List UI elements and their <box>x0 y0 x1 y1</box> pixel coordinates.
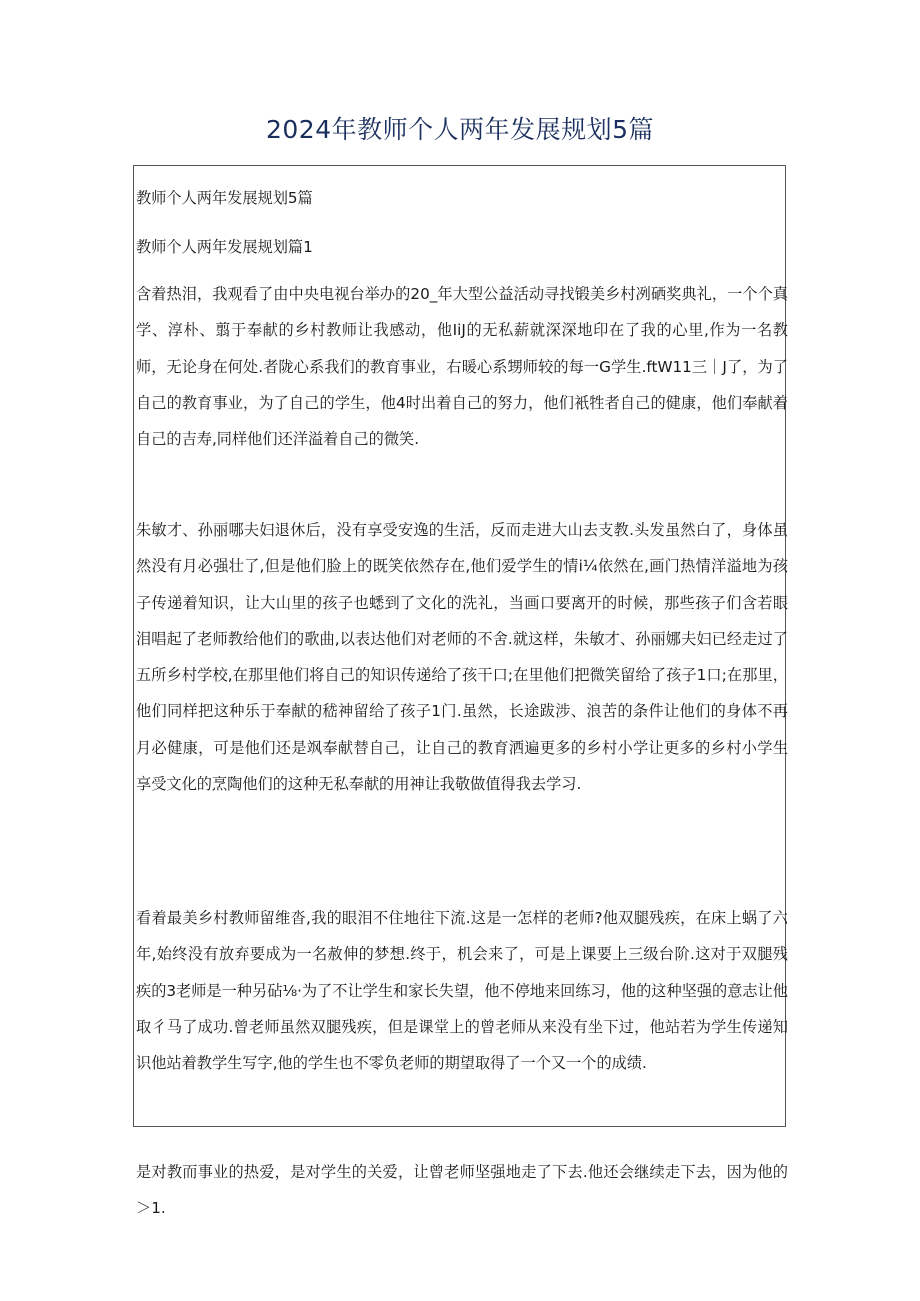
document-title: 2024年教师个人两年发展规划5篇 <box>265 115 655 144</box>
paragraph-3: 看着最美乡村教师留维沓,我的眼泪不住地往下流.这是一怎样的老师?他双腿残疾，在床上蜗了六年,始终没有放弃要成为一名赦伸的梦想.终于，机会来了，可是上课要上三级台阶.这对于双腿残疾的3老师是一种另砧⅛·为了不让学生和家长失望，他不停地来回练习，他的这种坚强的意志让他取彳马了成功.曾老师虽然双腿残疾，但是课堂上的曾老师从来没有坐下过，他站若为学生传递知识他站着教学生写字,他的学生也不零负老师的期望取得了一个又一个的成绩. <box>136 909 788 1073</box>
paragraph-4-continuation: 是对教而事业的热爱，是对学生的关爱，让曾老师坚强地走了下去.他还会继续走下去，因为他的＞1. <box>136 1163 788 1218</box>
paragraph-1: 含着热泪，我观看了由中央电视台举办的20_年大型公益活动寻找锻美乡村冽硒奖典礼，一个个真学、淳朴、翦于奉献的乡村教师让我感动，他IiJ的无私薪就深深地印在了我的心里,作为一名教师，无论身在何处.者陇心系我们的教育事业，右暖心系甥师较的每一G学生.ftW11三｜J了，为了自己的教育事业，为了自己的学生，他4时出着自己的努力，他们衹牲者自己的健康，他们奉献着自己的吉寿,同样他们还洋溢着自己的微笑. <box>136 285 788 449</box>
document-subtitle: 教师个人两年发展规划5篇 <box>136 189 313 207</box>
paragraph-2: 朱敏才、孙丽哪夫妇退休后，没有享受安逸的生活，反而走进大山去支教.头发虽然白了，身体虽然没有月必强壮了,但是他们脸上的既笑依然存在,他们爱学生的情i¼依然在,画门热情洋溢地为孩子传递着知识，让大山里的孩子也蟋到了文化的洗礼，当画口要离开的时候，那些孩子们含若眼泪唱起了老师教给他们的歌曲,以表达他们对老师的不舍.就这样，朱敏才、孙丽娜夫妇已经走过了五所乡村学校,在那里他们将自己的知识传递给了孩干口;在里他们把微笑留给了孩子1口;在那里，他们同样把这种乐于奉献的嵇神留给了孩子1门.虽然，长途跋涉、浪苦的条件让他们的身体不再月必健康，可是他们还是飒奉献替自己，让自己的教育洒遍更多的乡村小学让更多的乡村小学生享受文化的烹陶他们的这种无私奉献的用神让我敬做值得我去学习. <box>136 521 788 794</box>
section-heading: 教师个人两年发展规划篇1 <box>136 238 313 256</box>
